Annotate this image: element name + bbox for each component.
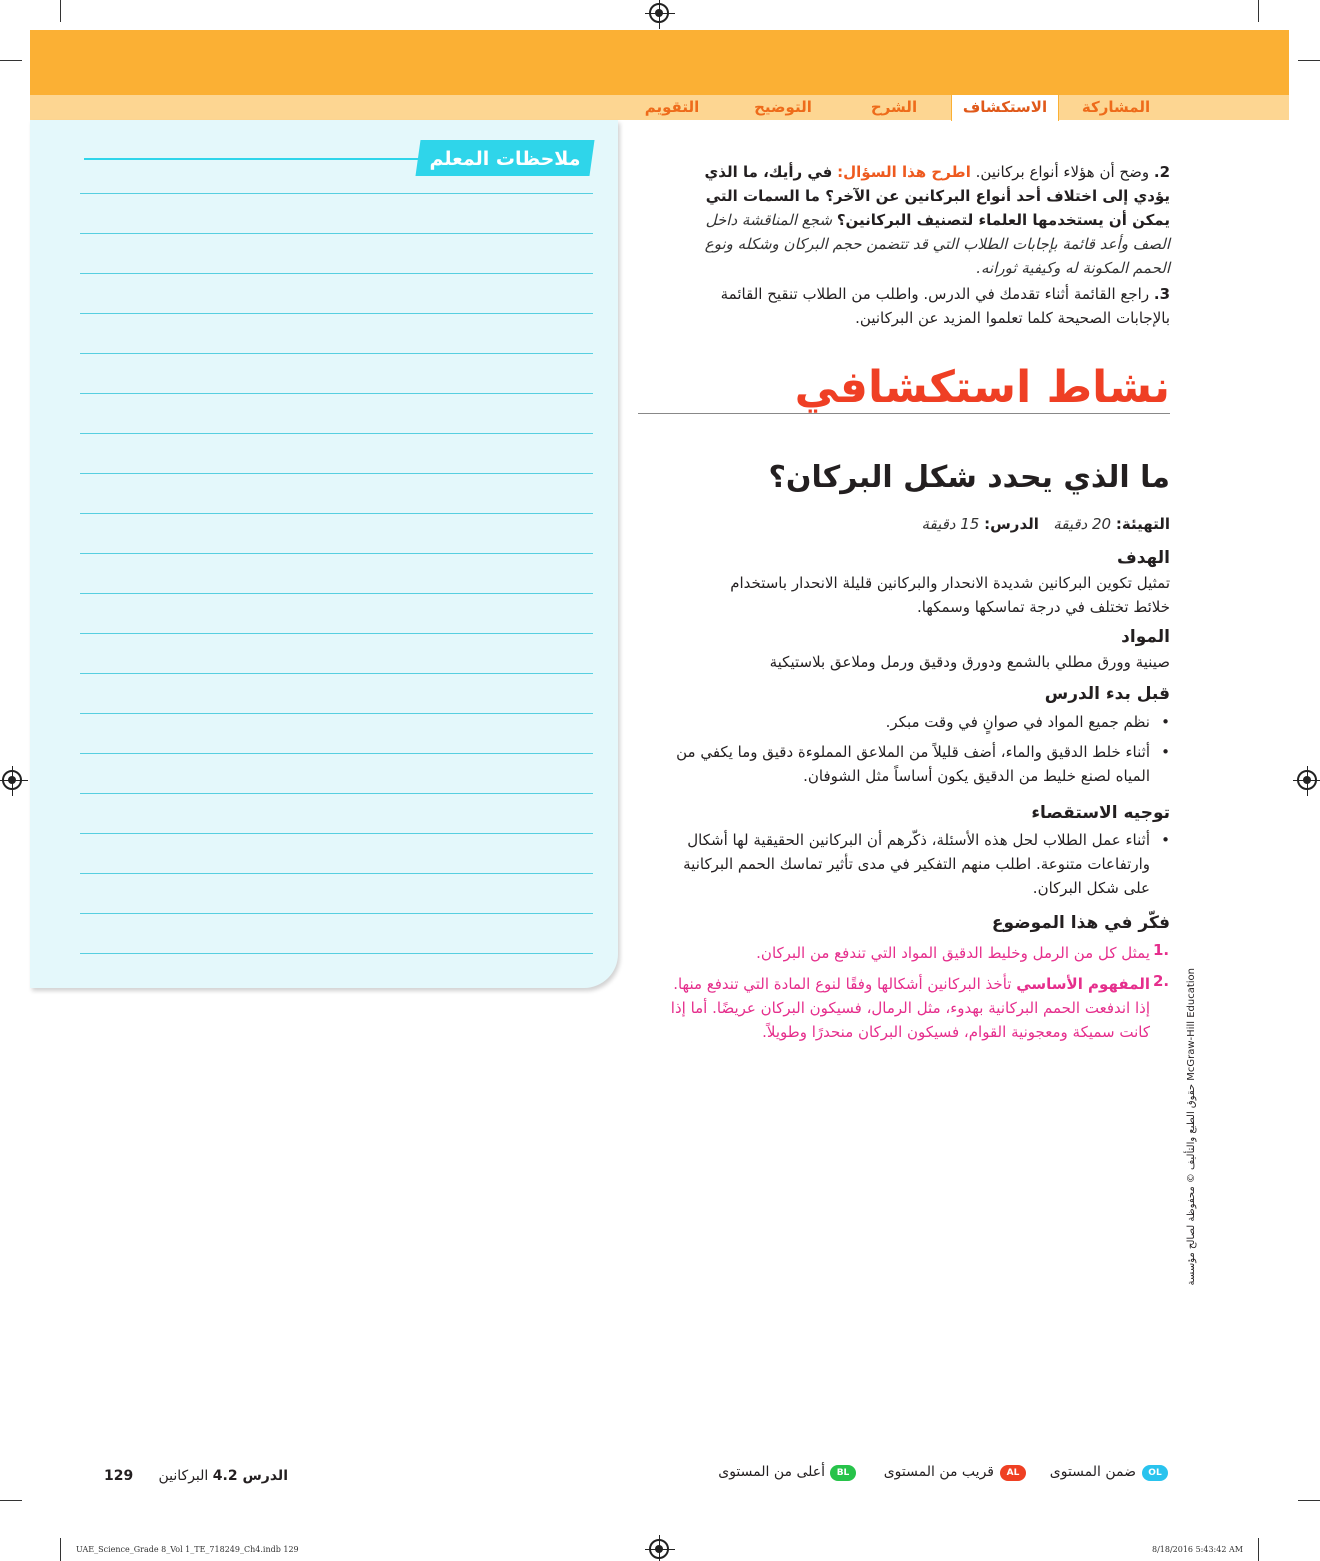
note-line[interactable] — [80, 873, 593, 874]
note-line[interactable] — [80, 833, 593, 834]
note-line[interactable] — [80, 393, 593, 394]
crop-mark — [60, 0, 61, 22]
tab-explore[interactable]: الاستكشاف — [951, 95, 1059, 121]
lesson-time: 15 دقيقة — [921, 515, 980, 533]
focus-item: يمثل كل من الرمل وخليط الدقيق المواد التي تندفع من البركان. — [756, 944, 1150, 962]
slug-left: UAE_Science_Grade 8_Vol 1_TE_718249_Ch4.indb 129 — [76, 1545, 299, 1554]
tab-explain[interactable]: الشرح — [870, 98, 918, 116]
note-line[interactable] — [80, 673, 593, 674]
note-line[interactable] — [80, 193, 593, 194]
focus-item — [660, 972, 1150, 1044]
level-label-al: قريب من المستوى — [883, 1464, 994, 1480]
notes-title-rule — [84, 158, 420, 160]
level-badge-bl: BL — [830, 1465, 856, 1481]
item-text: وضح أن هؤلاء أنواع بركانين. — [975, 163, 1150, 181]
objective-heading: الهدف — [1116, 548, 1170, 568]
activity-title: ما الذي يحدد شكل البركان؟ — [768, 460, 1170, 495]
copyright: McGraw-Hill Education حقوق الطبع والتأليف © محفوظة لصالح مؤسسة — [1186, 968, 1197, 1286]
guide-heading: توجيه الاستقصاء — [1031, 803, 1170, 823]
footer-lesson — [158, 1468, 288, 1484]
note-line[interactable] — [80, 793, 593, 794]
item-number: 2. — [1153, 163, 1170, 181]
level-badge-al: AL — [1000, 1465, 1026, 1481]
level-label-bl: أعلى من المستوى — [718, 1464, 825, 1480]
note-line[interactable] — [80, 913, 593, 914]
tab-engage[interactable]: المشاركة — [1081, 98, 1151, 116]
crop-mark — [0, 1500, 22, 1501]
item-text: راجع القائمة أثناء تقدمك في الدرس. واطلب من الطلاب تنقيح القائمة بالإجابات الصحيحة كلما تعلموا المزيد عن البركانين. — [720, 285, 1170, 327]
focus-item-number: 1. — [1153, 941, 1170, 959]
note-line[interactable] — [80, 593, 593, 594]
materials-text: صينية وورق مطلي بالشمع ودورق ودقيق ورمل وملاعق بلاستيكية — [769, 653, 1170, 671]
section-title: نشاط استكشافي — [794, 362, 1170, 413]
item-number: 3. — [1153, 285, 1170, 303]
notes-title: ملاحظات المعلم — [429, 148, 581, 170]
note-line[interactable] — [80, 433, 593, 434]
before-item: • أثناء خلط الدقيق والماء، أضف قليلاً من الملاعق المملوءة دقيق وما يكفي من المياه لصنع خليط من الدقيق يكون أساساً مثل الشوفان. — [660, 740, 1150, 788]
before-item: • نظم جميع المواد في صوانٍ في وقت مبكر. — [660, 710, 1150, 734]
materials-heading: المواد — [1121, 627, 1170, 647]
key-concept-text: تأخذ البركانين أشكالها وفقًا لنوع المادة التي تندفع منها. إذا اندفعت الحمم البركانية بهدوء، مثل الرمال، فسيكون البركان عريضًا. أما إذا كانت سميكة ومعجونية القوام، فسيكون البركان منحدرًا وطويلاً. — [670, 975, 1150, 1041]
section-rule — [638, 413, 1170, 414]
question-text: في رأيك، ما الذي يؤدي إلى اختلاف أحد أنواع البركانين عن الآخر؟ ما السمات التي يمكن أن يستخدمها العلماء لتصنيف البركانين؟ — [704, 163, 1170, 229]
crop-mark — [60, 1538, 61, 1561]
note-line[interactable] — [80, 233, 593, 234]
tab-elaborate[interactable]: التوضيح — [754, 98, 812, 116]
guide-item: • أثناء عمل الطلاب لحل هذه الأسئلة، ذكّرهم أن البركانين الحقيقية لها أشكال وارتفاعات متنوعة. اطلب منهم التفكير في مدى تأثير تماسك الحمم البركانية على شكل البركان. — [660, 828, 1150, 900]
teacher-notes-panel — [30, 120, 618, 988]
registration-mark-icon — [649, 3, 669, 23]
question-label: اطرح هذا السؤال: — [837, 163, 971, 181]
teacher-tip: شجع المناقشة داخل الصف وأعد قائمة بإجابات الطلاب التي قد تتضمن حجم البركان وشكله ونوع الحمم المكونة له وكيفية ثورانه. — [704, 211, 1170, 277]
before-heading: قبل بدء الدرس — [1044, 684, 1170, 704]
note-line[interactable] — [80, 313, 593, 314]
tab-evaluate[interactable]: التقويم — [644, 98, 700, 116]
note-line[interactable] — [80, 953, 593, 954]
slug-right: 8/18/2016 5:43:42 AM — [1152, 1545, 1243, 1554]
registration-mark-icon — [1297, 770, 1317, 790]
focus-item-number: 2. — [1153, 972, 1170, 990]
prep-label: التهيئة: — [1115, 515, 1170, 533]
note-line[interactable] — [80, 713, 593, 714]
note-line[interactable] — [80, 753, 593, 754]
level-badge-ol: OL — [1142, 1465, 1168, 1481]
registration-mark-icon — [649, 1539, 669, 1559]
note-line[interactable] — [80, 633, 593, 634]
crop-mark — [1258, 0, 1259, 22]
crop-mark — [1298, 1500, 1320, 1501]
crop-mark — [1258, 1538, 1259, 1561]
crop-mark — [1298, 60, 1320, 61]
intro-item-3 — [690, 282, 1170, 330]
intro-item-2 — [690, 160, 1170, 280]
registration-mark-icon — [2, 770, 22, 790]
footer-lesson-topic: البركانين — [158, 1468, 209, 1484]
objective-text: تمثيل تكوين البركانين شديدة الانحدار والبركانين قليلة الانحدار باستخدام خلائط تختلف في درجة تماسكها وسمكها. — [730, 574, 1170, 616]
prep-time: 20 دقيقة — [1053, 515, 1112, 533]
timing-row — [921, 515, 1170, 533]
header-band — [30, 30, 1289, 95]
footer-lesson-label: الدرس 4.2 — [212, 1468, 288, 1484]
note-line[interactable] — [80, 273, 593, 274]
key-concept-label: المفهوم الأساسي — [1016, 975, 1150, 993]
focus-heading: فكّر في هذا الموضوع — [991, 913, 1170, 933]
note-line[interactable] — [80, 353, 593, 354]
crop-mark — [0, 60, 22, 61]
note-line[interactable] — [80, 513, 593, 514]
page-number: 129 — [104, 1468, 134, 1484]
note-line[interactable] — [80, 553, 593, 554]
level-label-ol: ضمن المستوى — [1049, 1464, 1136, 1480]
note-line[interactable] — [80, 473, 593, 474]
lesson-label: الدرس: — [984, 515, 1039, 533]
